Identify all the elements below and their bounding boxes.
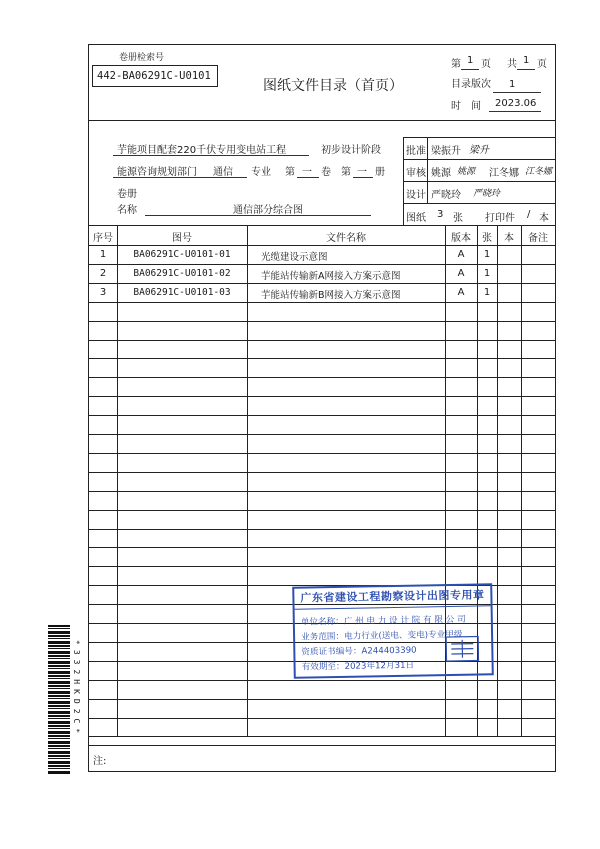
total-prefix: 共 [507, 59, 517, 70]
total-number: 1 [523, 55, 530, 66]
volume-name-label-1: 卷册 [117, 189, 137, 200]
time-label: 时 间 [451, 101, 481, 112]
table-cell: 2 [99, 267, 107, 279]
specialty-label: 专业 [251, 167, 271, 178]
stamp-scope: 业务范围：电力行业(送电、变电)专业甲级 [301, 629, 463, 643]
table-cell: 光缆建设示意图 [261, 252, 328, 263]
volume-name-label-2: 名称 [117, 205, 137, 216]
print-separator: / [527, 209, 531, 220]
volume-name: 通信部分综合图 [233, 205, 303, 216]
page-number: 1 [467, 55, 474, 66]
volume-unit: 卷 [321, 167, 331, 178]
table-cell: 1 [483, 249, 491, 260]
table-header-cell: 备注 [528, 233, 548, 244]
table-cell: BA06291C-U0101-01 [133, 249, 231, 260]
drawings-label: 图纸 [406, 213, 426, 224]
table-cell: A [457, 249, 465, 260]
approve-signature: 梁升 [469, 145, 489, 156]
page-unit: 页 [481, 59, 491, 70]
table-cell: 芋能站传输新A网接入方案示意图 [261, 270, 401, 282]
doc-title: 图纸文件目录（首页） [263, 78, 403, 94]
print-label: 打印件 [485, 213, 515, 224]
design-label: 设计 [406, 190, 426, 201]
table-cell: BA06291C-U0101-02 [133, 267, 231, 279]
time-value: 2023.06 [495, 98, 537, 109]
review-signature-2: 江冬娜 [525, 167, 553, 177]
drawings-count: 3 [437, 209, 444, 220]
approve-label: 批准 [406, 146, 426, 157]
book-unit: 册 [375, 167, 385, 178]
table-cell: 1 [99, 249, 107, 260]
barcode [48, 625, 70, 775]
table-header-cell: 序号 [93, 233, 113, 244]
book-prefix: 第 [341, 167, 351, 178]
version-label: 目录版次 [451, 79, 491, 90]
note-label: 注: [93, 756, 107, 767]
table-header-cell: 版本 [451, 233, 471, 244]
table-header-cell: 文件名称 [326, 233, 366, 244]
book-number: 一 [357, 167, 367, 178]
review-name: 姚源 [431, 168, 451, 179]
review-name-2: 江冬娜 [489, 168, 519, 179]
table-cell: 1 [483, 267, 491, 279]
stamp-unit: 单位名称：广 州 电 力 设 计 院 有 限 公 司 [300, 614, 466, 628]
project-name: 芋能项目配套220千伏专用变电站工程 [117, 145, 287, 156]
stamp-title: 广东省建设工程勘察设计出图专用章 [294, 585, 490, 609]
stamp-logo-icon [445, 635, 479, 662]
designer-signature: 严晓玲 [473, 189, 501, 199]
print-unit: 本 [539, 213, 549, 224]
drawings-unit: 张 [453, 213, 463, 224]
table-cell: A [457, 286, 465, 298]
volume-number: 一 [302, 167, 312, 178]
version-value: 1 [509, 79, 516, 90]
archive-label: 卷册检索号 [119, 53, 165, 63]
archive-number-box [92, 65, 218, 87]
volume-prefix: 第 [285, 167, 295, 178]
department: 能源咨询规划部门 [117, 167, 197, 178]
table-cell: A [457, 267, 465, 279]
specialty: 通信 [213, 167, 233, 178]
stamp-valid: 有效期至：2023年12月31日 [301, 660, 415, 673]
table-cell: 3 [99, 286, 107, 298]
page-prefix: 第 [451, 59, 461, 70]
table-cell: BA06291C-U0101-03 [133, 286, 231, 298]
designer-name: 严晓玲 [431, 190, 461, 201]
total-unit: 页 [537, 59, 547, 70]
table-header-cell: 本 [504, 233, 514, 244]
table-header-cell: 图号 [172, 233, 192, 244]
review-label: 审核 [406, 168, 426, 179]
barcode-text: *332HKD2C* [72, 640, 81, 739]
seal-stamp [292, 583, 494, 678]
table-header-cell: 张 [482, 233, 492, 244]
design-phase: 初步设计阶段 [321, 145, 381, 156]
approval-table [403, 137, 555, 225]
table-cell: 1 [483, 286, 491, 298]
approve-name: 梁振升 [431, 146, 461, 157]
stamp-certificate: 资质证书编号：A244403390 [301, 645, 417, 658]
table-cell: 芋能站传输新B网接入方案示意图 [261, 289, 401, 301]
review-signature: 姚源 [457, 167, 476, 177]
archive-number: 442-BA06291C-U0101 [97, 70, 211, 82]
